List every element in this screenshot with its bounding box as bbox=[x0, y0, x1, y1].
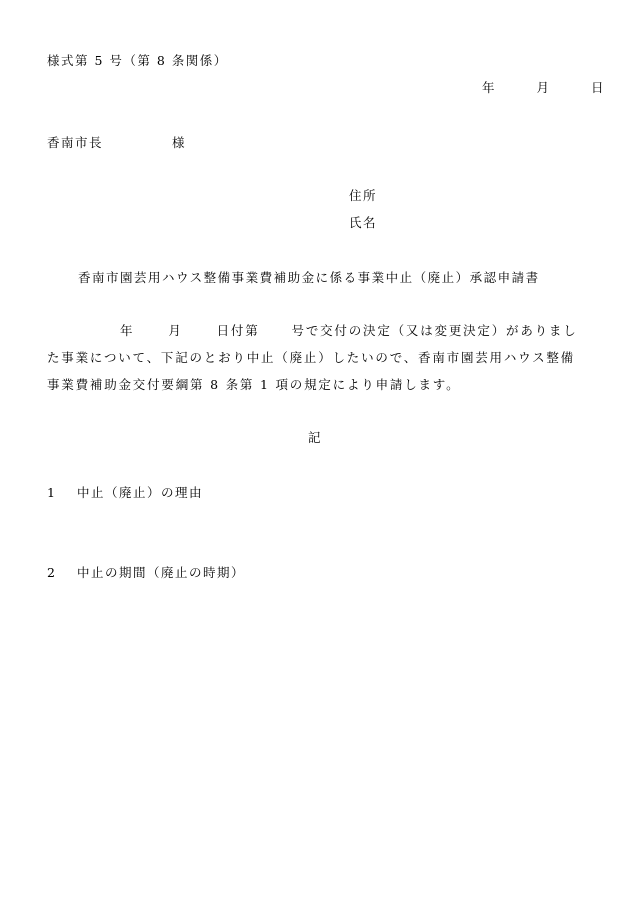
date-header bbox=[482, 82, 603, 95]
applicant-address-label: 住所 bbox=[349, 188, 378, 203]
ki-heading: 記 bbox=[308, 430, 321, 445]
application-body bbox=[47, 317, 583, 398]
document-title: 香南市園芸用ハウス整備事業費補助金に係る事業中止（廃止）承認申請書 bbox=[78, 270, 540, 285]
body-row-2: た事業について、下記のとおり中止（廃止）したいので、香南市園芸用ハウス整備 bbox=[47, 350, 575, 365]
body-row-1-text: 号で交付の決定（又は変更決定）がありまし bbox=[291, 323, 578, 338]
body-row-3: 事業費補助金交付要綱第 8 条第 1 項の規定により申請します。 bbox=[47, 377, 461, 392]
body-row-1 bbox=[47, 317, 583, 344]
body-dated-label: 日付第 bbox=[216, 323, 260, 338]
body-month-label: 月 bbox=[168, 323, 183, 338]
item-number: 1 bbox=[47, 485, 57, 500]
addressee-honorific: 様 bbox=[171, 135, 186, 150]
body-year-label: 年 bbox=[120, 323, 135, 338]
addressee bbox=[47, 137, 186, 150]
item-label: 中止の期間（廃止の時期） bbox=[77, 565, 246, 580]
date-month-label: 月 bbox=[536, 80, 549, 95]
item-number: 2 bbox=[47, 565, 57, 580]
date-day-label: 日 bbox=[590, 80, 604, 95]
form-number: 様式第 5 号（第 8 条関係） bbox=[47, 53, 228, 68]
list-item bbox=[47, 487, 203, 500]
addressee-name: 香南市長 bbox=[47, 135, 104, 150]
item-label: 中止（廃止）の理由 bbox=[77, 485, 204, 500]
applicant-name-label: 氏名 bbox=[349, 215, 378, 230]
list-item bbox=[47, 567, 245, 580]
date-year-label: 年 bbox=[482, 80, 495, 95]
